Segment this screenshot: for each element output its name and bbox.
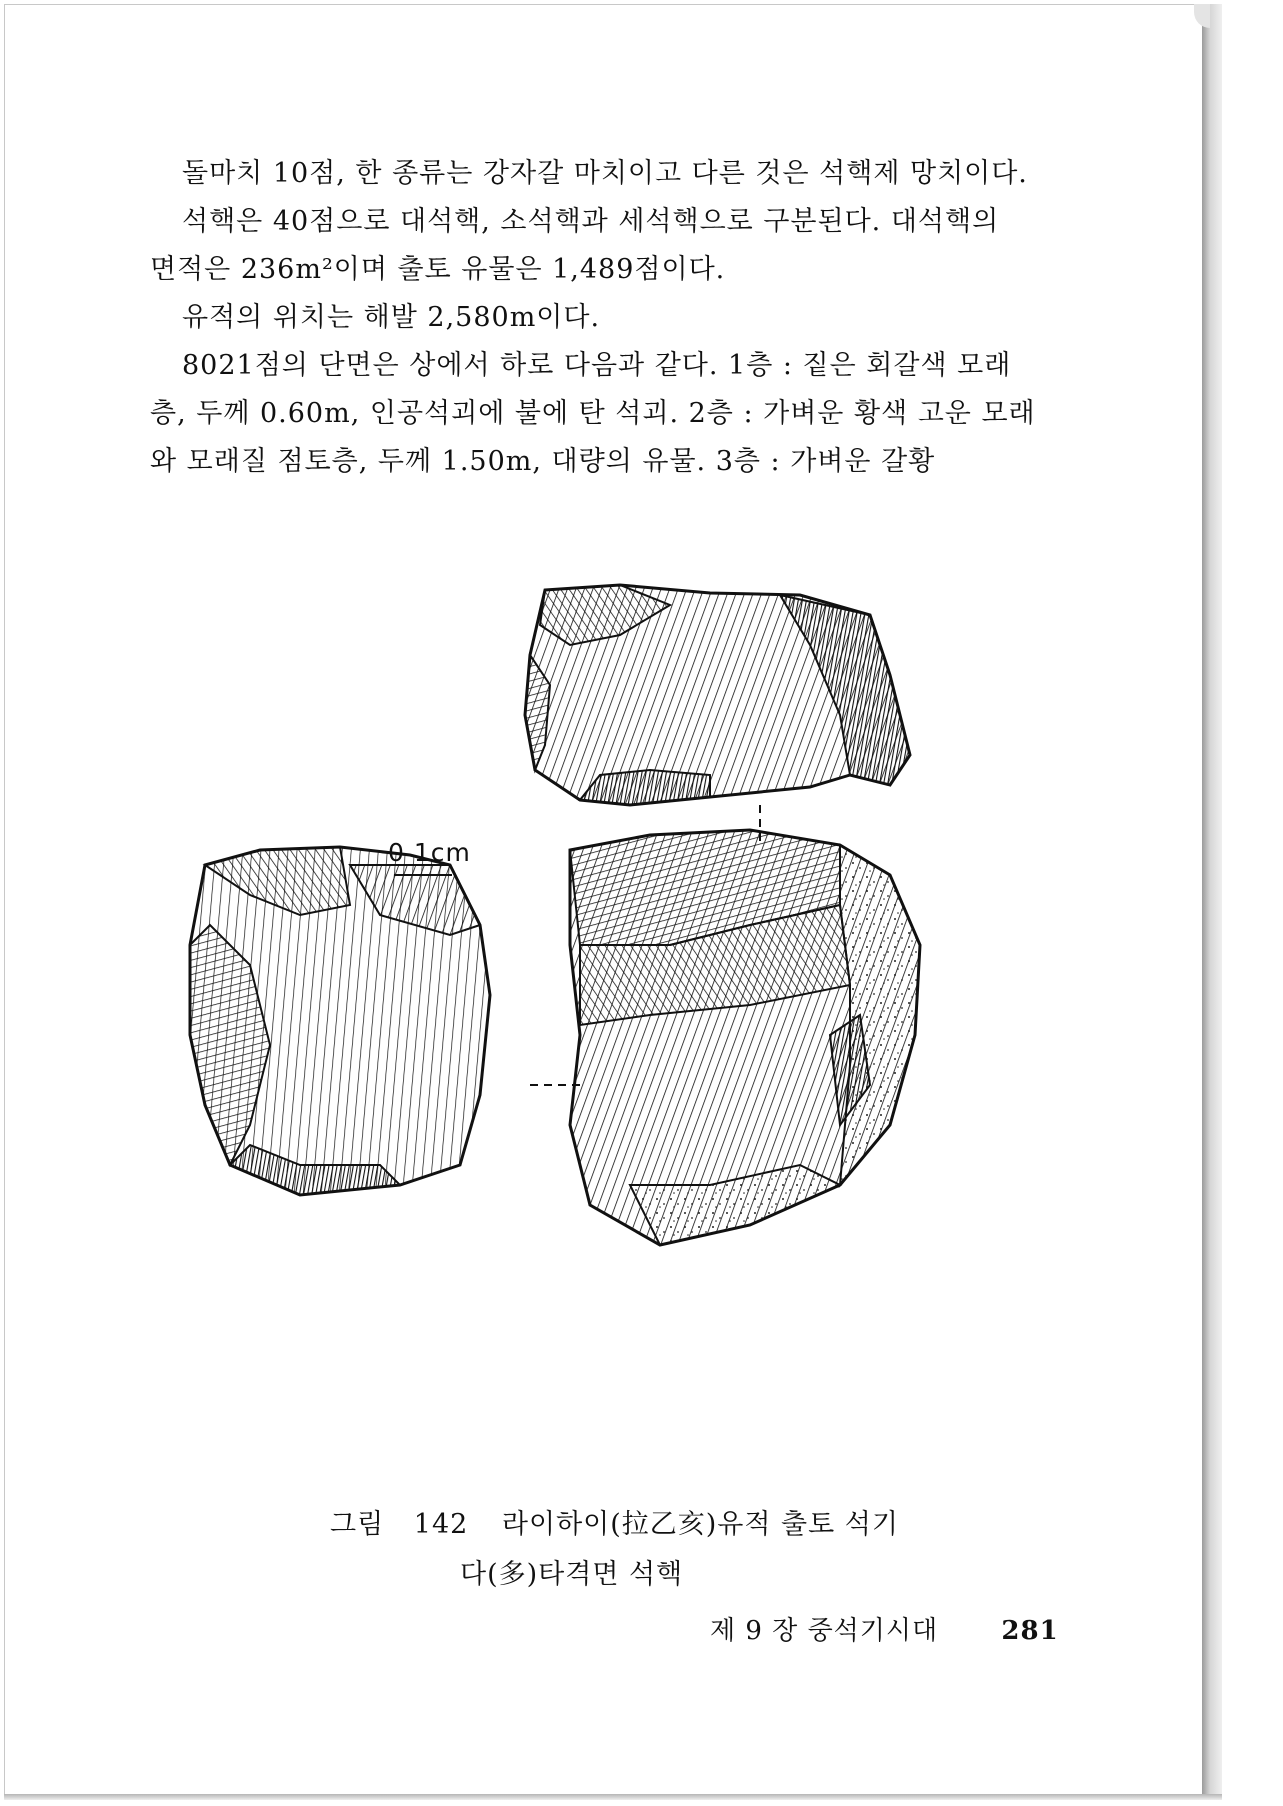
page-number: 281 [1001, 1616, 1059, 1646]
scale-label: 0 1cm [388, 838, 471, 867]
page-footer [710, 1610, 1059, 1647]
right-core-drawing [570, 830, 920, 1245]
page-edge-bottom [4, 1794, 1222, 1800]
paragraph: 돌마치 10점, 한 종류는 강자갈 마치이고 다른 것은 석핵제 망치이다. [182, 158, 1028, 189]
paragraph: 8021점의 단면은 상에서 하로 다음과 같다. 1층 : 짙은 회갈색 모래층, 두께 0.60m, 인공석괴에 불에 탄 석괴. 2층 : 가벼운 황색 고운 모래와 모래질 점토층, 두께 1.50m, 대량의 유물. 3층 : 가벼운 갈황 [150, 350, 1036, 477]
caption-title: 라이하이(拉乙亥)유적 출토 석기 [501, 1509, 899, 1540]
caption-number: 142 [413, 1509, 469, 1540]
paragraph: 석핵은 40점으로 대석핵, 소석핵과 세석핵으로 구분된다. 대석핵의 [182, 206, 1000, 237]
scale-bar [394, 874, 452, 876]
body-text [150, 150, 1040, 486]
paragraph: 유적의 위치는 해발 2,580m이다. [182, 302, 601, 333]
caption-prefix: 그림 [330, 1509, 385, 1540]
stone-core-illustration [150, 565, 1050, 1525]
paragraph: 면적은 236m²이며 출토 유물은 1,489점이다. [150, 254, 726, 285]
chapter-title: 제 9 장 중석기시대 [710, 1616, 939, 1646]
caption-subtitle: 다(多)타격면 석핵 [460, 1559, 684, 1590]
left-core-drawing [190, 847, 490, 1195]
top-core-drawing [525, 585, 910, 805]
page-edge [1202, 4, 1222, 1796]
